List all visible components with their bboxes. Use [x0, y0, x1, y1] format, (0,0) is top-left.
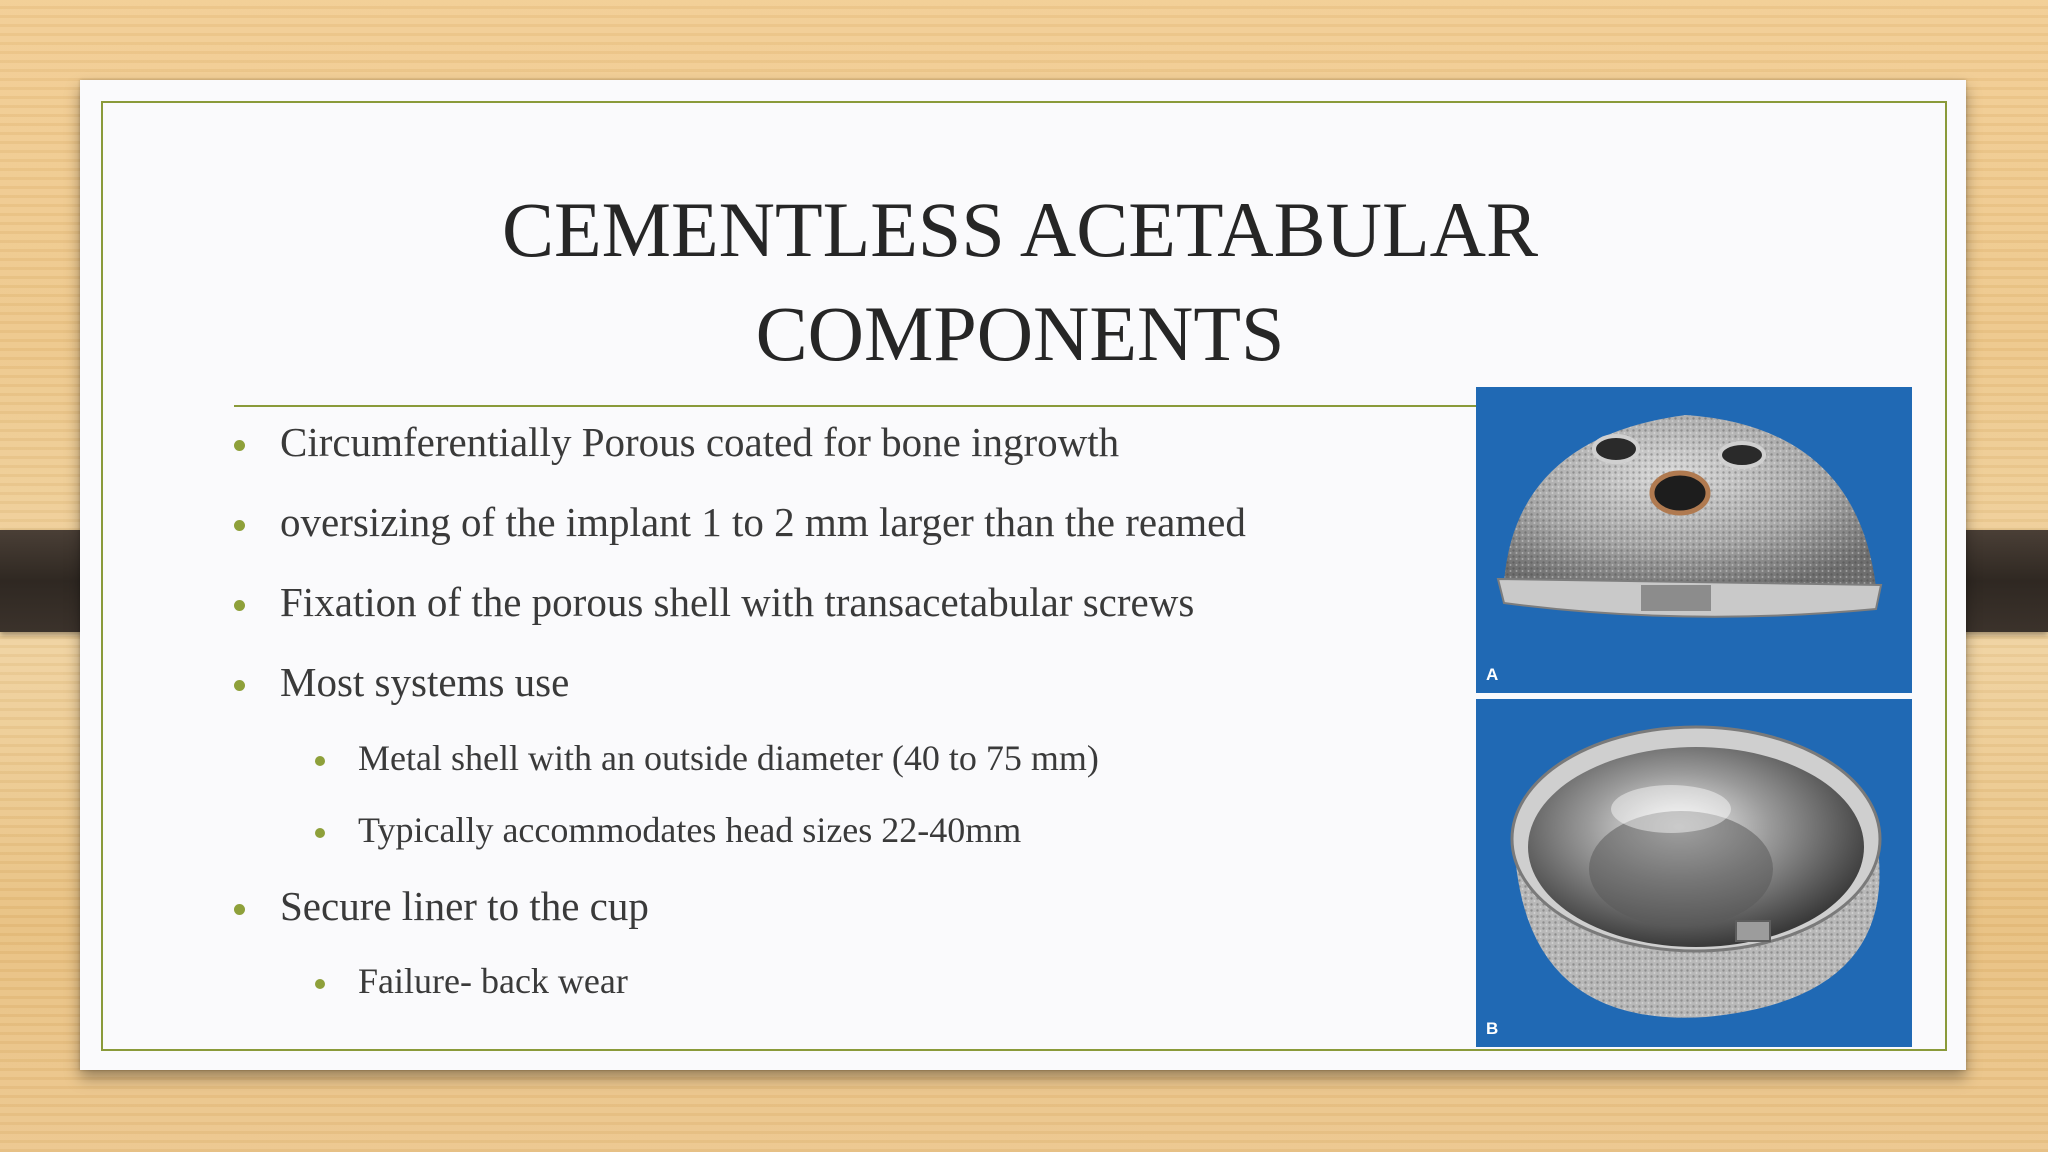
implant-photos	[1476, 387, 1912, 1047]
sub-bullet-item: Failure- back wear	[358, 960, 628, 1002]
bullet-item: Fixation of the porous shell with transacetabular screws	[280, 578, 1194, 626]
photo-a-label: A	[1486, 665, 1499, 684]
sub-bullet-item: Typically accommodates head sizes 22-40mm	[358, 809, 1021, 851]
porous-shell-exterior-icon	[1476, 387, 1912, 693]
sub-bullet-item: Metal shell with an outside diameter (40 to 75 mm)	[358, 737, 1099, 779]
photo-b-label: B	[1486, 1019, 1499, 1038]
photo-acetabular-shell-exterior	[1476, 387, 1912, 693]
bullet-item: Secure liner to the cup	[280, 882, 649, 930]
bullet-dot-icon	[234, 600, 245, 611]
slide-title	[420, 178, 1620, 386]
title-divider	[234, 405, 1478, 407]
bullet-dot-icon	[234, 680, 245, 691]
slide-title-line-2: COMPONENTS	[755, 290, 1285, 377]
bullet-dot-icon	[234, 440, 245, 451]
bullet-item: Most systems use	[280, 658, 569, 706]
bullet-item: oversizing of the implant 1 to 2 mm larger than the reamed	[280, 498, 1246, 546]
shell-interior-icon	[1476, 699, 1912, 1047]
bullet-dot-icon	[315, 756, 325, 766]
bullet-dot-icon	[234, 904, 245, 915]
bullet-dot-icon	[315, 979, 325, 989]
bullet-dot-icon	[315, 828, 325, 838]
bullet-dot-icon	[234, 520, 245, 531]
photo-acetabular-shell-interior	[1476, 699, 1912, 1047]
bullet-item: Circumferentially Porous coated for bone ingrowth	[280, 418, 1119, 466]
slide-title-line-1: CEMENTLESS ACETABULAR	[502, 186, 1538, 273]
